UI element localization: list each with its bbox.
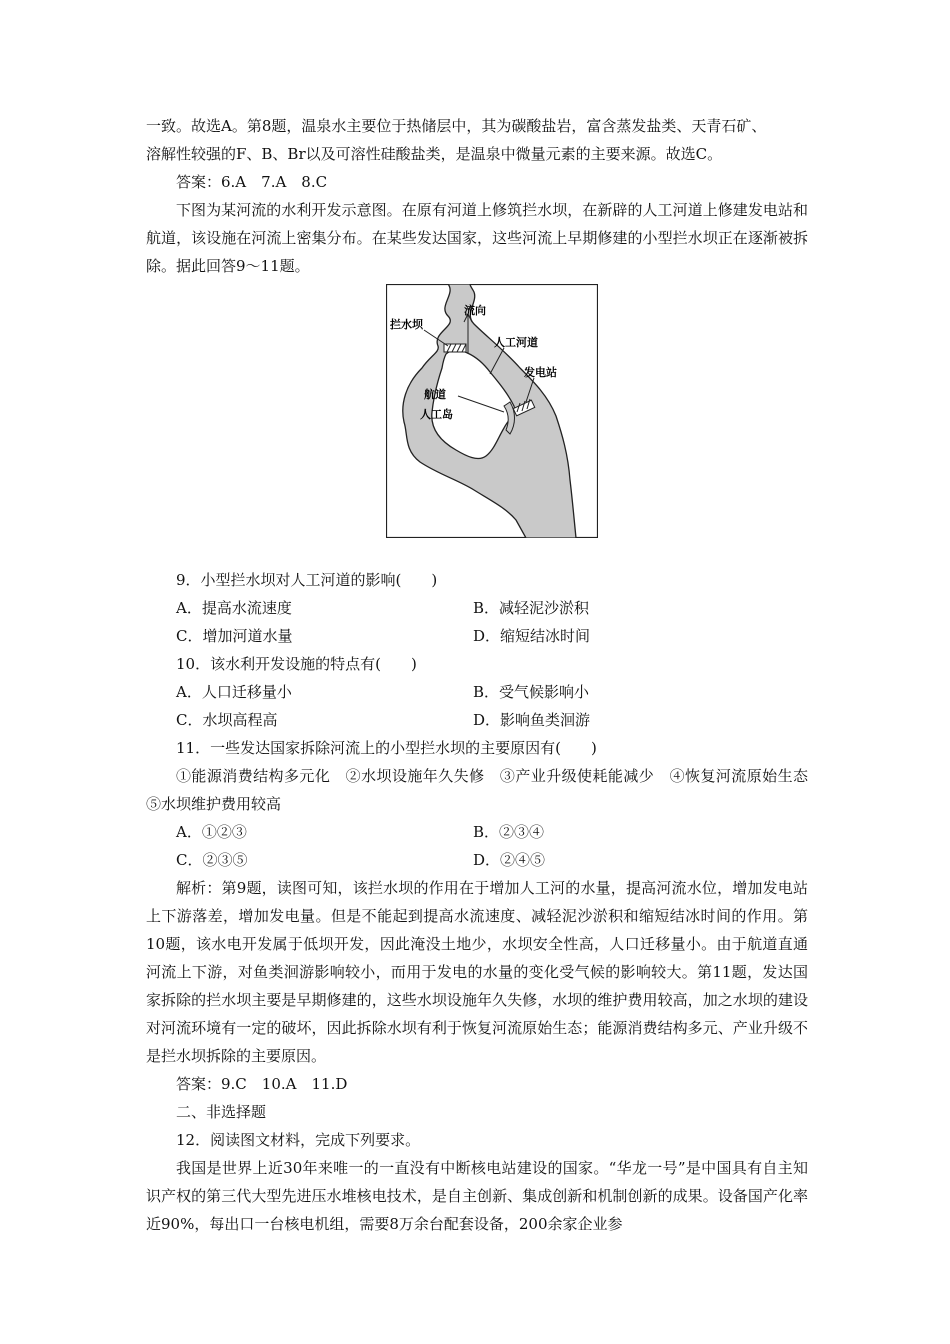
q9-option-b: B．减轻泥沙淤积	[473, 599, 590, 617]
q11-option-d: D．②④⑤	[473, 851, 546, 869]
q9-option-c: C．增加河道水量	[176, 627, 293, 645]
q10-option-d: D．影响鱼类洄游	[473, 711, 591, 729]
answer-6-8: 答案：6.A 7.A 8.C	[176, 173, 328, 191]
label-station: 发电站	[524, 366, 557, 379]
q12-stem: 12．阅读图文材料，完成下列要求。	[176, 1131, 421, 1149]
q12-material: 我国是世界上近30年来唯一的一直没有中断核电站建设的国家。“华龙一号”是中国具有自主知识产权的第三代大型先进压水堆核电技术，是自主创新、集成创新和机制创新的成果。设备国产化率近90%，每出口一台核电机组，需要8万余台配套设备，200余家企业参	[146, 1159, 808, 1233]
intro-line-1: 一致。故选A。第8题，温泉水主要位于热储层中，其为碳酸盐岩，富含蒸发盐类、天青石矿、	[146, 117, 767, 135]
q11-option-a: A．①②③	[176, 823, 247, 841]
q9-option-a: A．提高水流速度	[176, 599, 292, 617]
label-island: 人工岛	[420, 408, 453, 421]
figure-container	[146, 284, 808, 554]
document-page	[146, 112, 824, 1238]
analysis-paragraph: 解析：第9题，读图可知，该拦水坝的作用在于增加人工河的水量，提高河流水位，增加发电站上下游落差，增加发电量。但是不能起到提高水流速度、减轻泥沙淤积和缩短结冰时间的作用。第10题，该水电开发属于低坝开发，因此淹没土地少，水坝安全性高，人口迁移量小。由于航道直通河流上下游，对鱼类洄游影响较小，而用于发电的水量的变化受气候的影响较大。第11题，发达国家拆除的拦水坝主要是早期修建的，这些水坝设施年久失修，水坝的维护费用较高，加之水坝的建设对河流环境有一定的破坏，因此拆除水坝有利于恢复河流原始生态；能源消费结构多元、产业升级不是拦水坝拆除的主要原因。	[146, 879, 808, 1065]
q9-options-row-2	[146, 622, 808, 650]
passage-paragraph: 下图为某河流的水利开发示意图。在原有河道上修筑拦水坝，在新辟的人工河道上修建发电站和航道，该设施在河流上密集分布。在某些发达国家，这些河流上早期修建的小型拦水坝正在逐渐被拆除。据此回答9～11题。	[146, 201, 808, 275]
label-dam: 拦水坝	[390, 318, 423, 331]
label-canal: 人工河道	[494, 336, 538, 349]
q11-options-row-2	[146, 846, 808, 874]
q10-options-row-1	[146, 678, 808, 706]
label-flow: 流向	[464, 304, 486, 317]
q10-options-row-2	[146, 706, 808, 734]
q11-items: ①能源消费结构多元化 ②水坝设施年久失修 ③产业升级使耗能减少 ④恢复河流原始生态 ⑤水坝维护费用较高	[146, 767, 824, 813]
q11-option-b: B．②③④	[473, 823, 545, 841]
q11-option-c: C．②③⑤	[176, 851, 248, 869]
river-diagram	[386, 284, 598, 538]
q11-stem: 11．一些发达国家拆除河流上的小型拦水坝的主要原因有( )	[176, 739, 597, 757]
q10-option-c: C．水坝高程高	[176, 711, 278, 729]
q11-options-row-1	[146, 818, 808, 846]
section-title: 二、非选择题	[176, 1103, 267, 1121]
q9-stem: 9．小型拦水坝对人工河道的影响( )	[176, 571, 438, 589]
answer-9-11: 答案：9.C 10.A 11.D	[176, 1075, 348, 1093]
intro-line-2: 溶解性较强的F、B、Br以及可溶性硅酸盐类，是温泉中微量元素的主要来源。故选C。	[146, 145, 723, 163]
label-channel: 航道	[424, 388, 446, 401]
q10-option-b: B．受气候影响小	[473, 683, 590, 701]
q9-options-row-1	[146, 594, 808, 622]
q10-stem: 10．该水利开发设施的特点有( )	[176, 655, 417, 673]
q10-option-a: A．人口迁移量小	[176, 683, 292, 701]
q9-option-d: D．缩短结冰时间	[473, 627, 591, 645]
